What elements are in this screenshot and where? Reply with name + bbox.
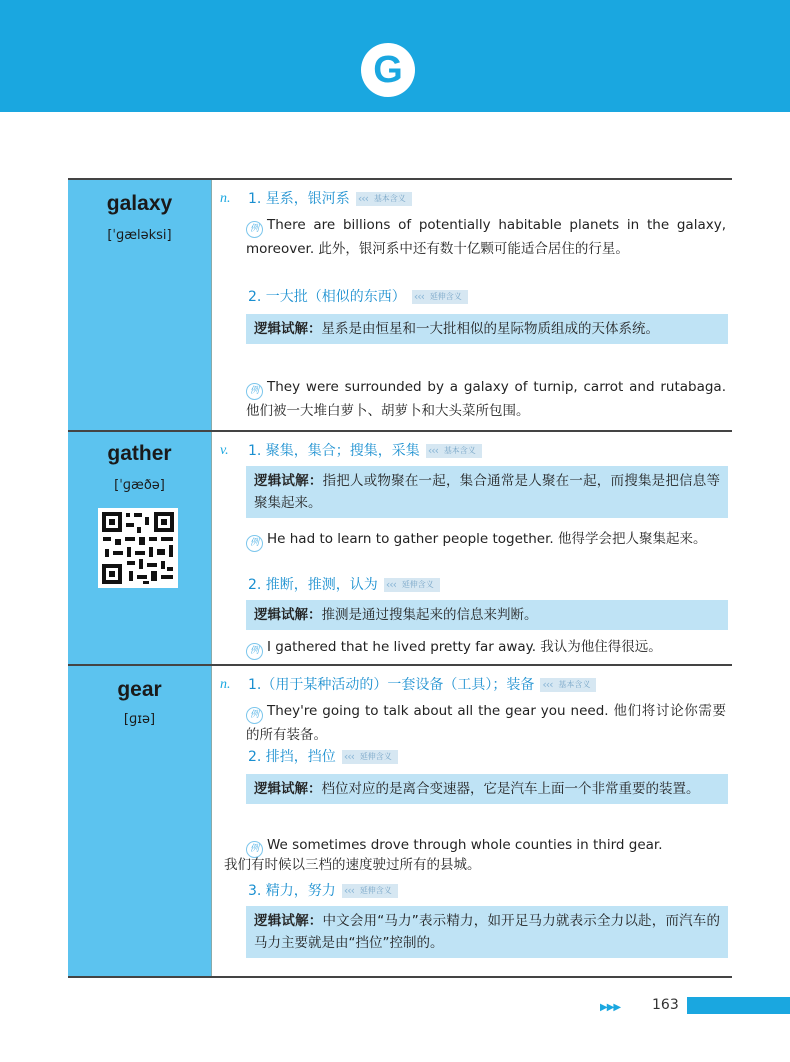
example-text: They're going to talk about all the gear you need. 他们将讨论你需要的所有装备。	[246, 703, 726, 743]
logic-explanation	[246, 314, 728, 344]
logic-label: 逻辑试解：	[254, 913, 323, 929]
entry-gather	[68, 430, 732, 666]
sense-text: 2. 一大批（相似的东西）	[248, 289, 406, 305]
example-text: There are billions of potentially habitable planets in the galaxy, moreover. 此外，银河系中还有数十亿颗可能适合居住的行星。	[246, 217, 726, 257]
logic-label: 逻辑试解：	[254, 321, 322, 337]
sense-heading	[248, 188, 726, 210]
sense-tag: ‹‹‹ 基本含义	[426, 444, 482, 458]
chapter-banner	[0, 0, 790, 112]
page-bar	[687, 997, 790, 1014]
vocabulary-table	[68, 178, 732, 978]
sense-text: 1. 星系，银河系	[248, 191, 350, 207]
example	[246, 376, 726, 422]
headword: galaxy	[106, 192, 173, 215]
example-text: They were surrounded by a galaxy of turnip, carrot and rutabaga. 他们被一大堆白萝卜、胡萝卜和大头菜所包围。	[246, 379, 726, 419]
phonetic: [ɡɪə]	[123, 712, 156, 727]
example	[246, 700, 726, 746]
sense-text: 1. 聚集，集合；搜集，采集	[248, 443, 420, 459]
sense-text: 2. 排挡，挡位	[248, 749, 336, 765]
column-divider	[211, 432, 212, 666]
sense-tag: ‹‹‹ 基本含义	[356, 192, 412, 206]
logic-text: 星系是由恒星和一大批相似的星际物质组成的天体系统。	[321, 321, 659, 337]
sense-heading	[248, 440, 726, 462]
chapter-letter: G	[361, 43, 415, 97]
headword-column	[68, 666, 211, 976]
example-icon: 例	[246, 221, 263, 238]
logic-explanation	[246, 600, 728, 630]
example-icon: 例	[246, 535, 263, 552]
example-icon: 例	[246, 643, 263, 660]
part-of-speech: n.	[220, 677, 231, 692]
page-arrows-icon: ▶▶▶	[600, 1002, 621, 1013]
logic-text: 推测是通过搜集起来的信息来判断。	[321, 607, 538, 623]
sense-heading	[248, 746, 726, 768]
example-icon: 例	[246, 707, 263, 724]
sense-text: 1.（用于某种活动的）一套设备（工具）；装备	[248, 677, 535, 693]
example	[246, 636, 726, 660]
sense-heading	[248, 574, 726, 596]
phonetic: [ˈɡæðə]	[114, 478, 165, 493]
logic-label: 逻辑试解：	[254, 607, 322, 623]
part-of-speech: v.	[220, 443, 229, 458]
headword-column	[68, 432, 211, 666]
sense-text: 2. 推断，推测，认为	[248, 577, 378, 593]
logic-explanation	[246, 466, 728, 518]
headword: gather	[107, 442, 172, 465]
column-divider	[211, 180, 212, 430]
example-icon: 例	[246, 841, 263, 858]
sense-text: 3. 精力，努力	[248, 883, 336, 899]
logic-text: 档位对应的是离合变速器，它是汽车上面一个非常重要的装置。	[321, 781, 700, 797]
part-of-speech: n.	[220, 191, 231, 206]
sense-heading	[248, 286, 726, 308]
logic-label: 逻辑试解：	[254, 781, 322, 797]
logic-explanation	[246, 906, 728, 958]
sense-tag: ‹‹‹ 延伸含义	[342, 750, 398, 764]
logic-text: 指把人或物聚在一起，集合通常是人聚在一起，而搜集是把信息等聚集起来。	[254, 473, 721, 511]
sense-heading	[248, 674, 726, 696]
phonetic: [ˈɡæləksi]	[107, 228, 172, 243]
qr-code-icon[interactable]	[98, 508, 178, 588]
example-icon: 例	[246, 383, 263, 400]
entry-galaxy	[68, 180, 732, 430]
example-translation: 我们有时候以三档的速度驶过所有的县城。	[224, 857, 481, 873]
example	[246, 214, 726, 260]
example-text: We sometimes drove through whole counties in third gear.	[267, 837, 663, 853]
logic-label: 逻辑试解：	[254, 473, 323, 489]
sense-tag: ‹‹‹ 基本含义	[540, 678, 596, 692]
logic-text: 中文会用“马力”表示精力，如开足马力就表示全力以赴，而汽车的马力主要就是由“挡位”控制的。	[254, 913, 720, 951]
entry-gear	[68, 664, 732, 976]
example-text: I gathered that he lived pretty far away. 我认为他住得很远。	[267, 639, 662, 655]
sense-tag: ‹‹‹ 延伸含义	[412, 290, 468, 304]
logic-explanation	[246, 774, 728, 804]
sense-tag: ‹‹‹ 延伸含义	[342, 884, 398, 898]
example	[246, 528, 726, 552]
headword-column	[68, 180, 211, 430]
page-number: 163	[652, 997, 679, 1013]
column-divider	[211, 666, 212, 976]
sense-heading	[248, 880, 726, 902]
example-text: He had to learn to gather people together. 他得学会把人聚集起来。	[267, 531, 707, 547]
sense-tag: ‹‹‹ 延伸含义	[384, 578, 440, 592]
headword: gear	[117, 678, 162, 701]
